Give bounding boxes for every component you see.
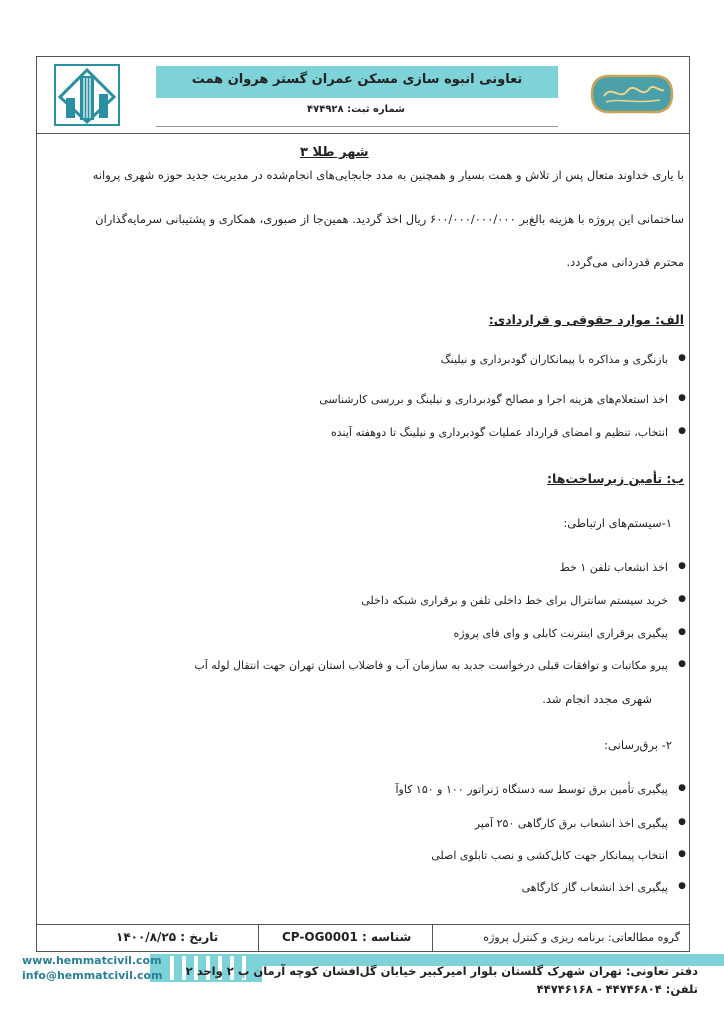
company-title: تعاونی انبوه سازی مسکن عمران گستر هروان همت — [191, 72, 523, 87]
list-item: ● پیگیری برقراری اینترنت کابلی و وای فای پروژه — [78, 627, 668, 640]
section-a-heading: الف: موارد حقوقی و قراردادی: — [488, 312, 684, 327]
title-band — [156, 66, 558, 98]
list-item: ● اخذ استعلام‌های هزینه اجرا و مصالح گودبرداری و نیلینگ و بررسی کارشناسی — [78, 393, 668, 406]
office-address-block — [186, 962, 698, 999]
contact-links — [22, 954, 163, 984]
list-item: ● خرید سیستم سانترال برای خط داخلی تلفن و برقراری شبکه داخلی — [78, 594, 668, 607]
subsection-communications-heading: ۱-سیستم‌های ارتباطی: — [563, 516, 672, 530]
subsection-electricity-heading: ۲- برق‌رسانی: — [604, 738, 672, 752]
list-item-continuation: شهری مجدد انجام شد. — [542, 692, 652, 706]
list-item: ● پیگیری اخذ انشعاب گاز کارگاهی — [78, 881, 668, 894]
calligraphy-emblem-icon — [584, 70, 680, 118]
list-item: ● پیرو مکاتبات و توافقات قبلی درخواست جدید به سازمان آب و فاضلاب استان تهران جهت انتقال لوله آب — [78, 659, 668, 672]
document-code: شناسه : CP-OG0001 — [282, 930, 412, 944]
office-phone: تلفن: ۴۴۷۴۶۸۰۴ - ۴۴۷۴۶۱۶۸ — [536, 982, 698, 997]
document-date: تاریخ : ۱۴۰۰/۸/۲۵ — [116, 930, 219, 944]
header-divider — [156, 126, 558, 127]
list-item: ● اخذ انشعاب تلفن ۱ خط — [78, 561, 668, 574]
intro-paragraph-line2: ساختمانی این پروژه با هزینه بالغ‌بر ۶۰۰/۰۰۰/۰۰۰/۰۰۰ ریال اخذ گردید. همین‌جا از صبوری، همکاری و پشتیبانی سرمایه‌گذاران — [95, 212, 684, 226]
document-footer — [36, 924, 690, 952]
office-address: دفتر تعاونی: تهران شهرک گلستان بلوار امیرکبیر خیابان گل‌افشان کوچه آرمان پ ۲ واحد ۲ — [185, 964, 698, 978]
section-b-heading: ب: تأمین زیرساخت‌ها: — [547, 471, 684, 486]
list-item: ● پیگیری اخذ انشعاب برق کارگاهی ۲۵۰ آمپر — [78, 817, 668, 830]
document-title: شهر طلا ۳ — [300, 145, 369, 160]
list-item: ● انتخاب پیمانکار جهت کابل‌کشی و نصب تابلوی اصلی — [78, 849, 668, 862]
list-item: ● پیگیری تأمین برق توسط سه دستگاه ژنراتور ۱۰۰ و ۱۵۰ کاوآ — [78, 783, 668, 796]
registration-number: شماره ثبت: ۴۷۴۹۲۸ — [307, 104, 405, 115]
study-group-label: گروه مطالعاتی: برنامه ریزی و کنترل پروژه — [483, 931, 680, 944]
company-logo-icon — [54, 64, 120, 126]
list-item: ● انتخاب، تنظیم و امضای قرارداد عملیات گودبرداری و نیلینگ تا دوهفته آینده — [78, 426, 668, 439]
letterhead — [36, 56, 690, 134]
intro-paragraph-line1: با یاری خداوند متعال پس از تلاش و همت بسیار و همچنین به مدد جابجایی‌های انجام‌شده در مدیریت جدید حوزه شهری پروانه — [92, 168, 684, 182]
footer-divider — [258, 925, 259, 952]
list-item: ● بازنگری و مذاکره با پیمانکاران گودبرداری و نیلینگ — [78, 353, 668, 366]
intro-paragraph-line3: محترم قدردانی می‌گردد. — [566, 255, 684, 269]
email-link[interactable]: info@hemmatcivil.com — [22, 968, 163, 982]
website-link[interactable]: www.hemmatcivil.com — [22, 954, 162, 967]
footer-divider — [432, 925, 433, 952]
